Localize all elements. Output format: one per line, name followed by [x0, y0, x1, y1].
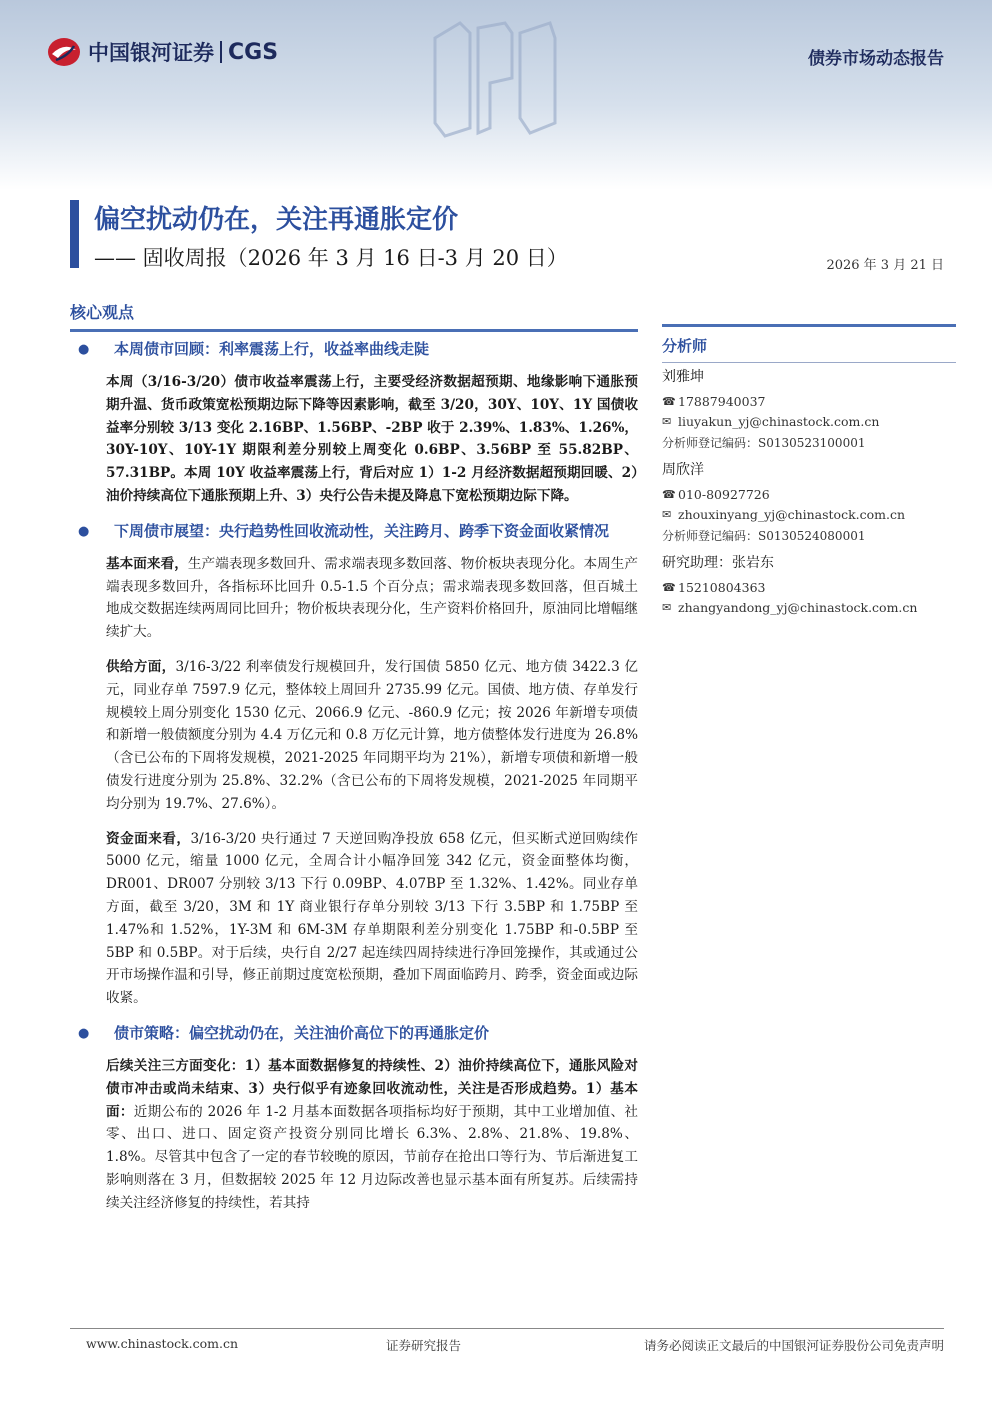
paragraph-lead: 供给方面，	[106, 658, 176, 675]
paragraph-text: 生产端表现多数回升、需求端表现多数回落、物价板块表现分化。本周生产端表现多数回升，各指标环比回升 0.5-1.5 个百分点；需求端表现多数回落，但百城土地成交数据连续两周同比回升；物价板块表现分化，生产资料价格回升，原油同比增幅继续扩大。	[106, 555, 639, 641]
bullet-title: 债市策略：偏空扰动仍在，关注油价高位下的再通胀定价	[114, 1023, 490, 1042]
footer-disclaimer: 请务必阅读正文最后的中国银河证券股份公司免责声明	[643, 1338, 944, 1353]
email-icon: ✉	[662, 508, 672, 521]
bullet-dot-icon: ●	[78, 1025, 90, 1041]
paragraph	[106, 828, 638, 1010]
report-date: 2026 年 3 月 21 日	[826, 258, 944, 273]
core-views-content	[70, 338, 638, 1227]
analyst-phone: 17887940037	[678, 394, 766, 409]
analyst-email[interactable]: zhouxinyang_yj@chinastock.com.cn	[678, 507, 906, 522]
analyst-phone-row	[662, 394, 962, 409]
phone-icon: ☎	[662, 395, 676, 408]
paragraph	[106, 371, 638, 508]
brand-logo	[46, 36, 278, 68]
email-icon: ✉	[662, 601, 672, 614]
paragraph	[106, 553, 638, 644]
phone-icon: ☎	[662, 488, 676, 501]
footer-report-label: 证券研究报告	[386, 1338, 462, 1353]
paragraph-lead: 后续关注三方面变化：1）基本面数据修复的持续性、2）油价持续高位下，通胀风险对债市冲击或尚未结束、3）央行似乎有迹象回收流动性，关注是否形成趋势。1）基本面：	[106, 1057, 638, 1120]
bullet-dot-icon: ●	[78, 523, 90, 539]
analyst-phone-row	[662, 580, 962, 595]
analyst-email-row	[662, 507, 962, 522]
brand-divider	[220, 41, 222, 63]
bullet-title: 本周债市回顾：利率震荡上行，收益率曲线走陡	[114, 340, 430, 358]
section-bullet	[70, 520, 638, 543]
paragraph-lead: 基本面来看，	[106, 555, 188, 572]
core-views-heading: 核心观点	[70, 300, 638, 332]
analyst-card	[662, 366, 962, 451]
report-subtitle: —— 固收周报（2026 年 3 月 16 日-3 月 20 日）	[94, 246, 568, 270]
analyst-phone: 010-80927726	[678, 487, 770, 502]
email-icon: ✉	[662, 415, 672, 428]
paragraph-text: 3/16-3/22 利率债发行规模回升，发行国债 5850 亿元、地方债 3422.3 亿元，同业存单 7597.9 亿元，整体较上周回升 2735.99 亿元。国债、地方债、存单发行规模较上周分别变化 1530 亿元、2066.9 亿元、-860.9 亿元；按 2026 年新增专项债和新增一般债额度分别为 4.4 万亿元和 0.8 万亿元计算，地方债整体发行进度为 26.8%（含已公布的下周将发规模，2021-2025 年同期平均为 21%），新增专项债和新增一般债发行进度分别为 25.8%、32.2%（含已公布的下周将发规模，2021-2025 年同期平均分别为 19.7%、27.6%）。	[106, 658, 638, 812]
analyst-name: 周欣洋	[662, 462, 704, 478]
analyst-card	[662, 459, 962, 544]
analyst-reg-code: 分析师登记编码：S0130523100001	[662, 436, 866, 450]
paragraph	[106, 656, 638, 816]
cgs-watermark-graphic	[430, 18, 560, 138]
bullet-dot-icon: ●	[78, 342, 90, 357]
paragraph	[106, 1055, 638, 1215]
analyst-reg-code: 分析师登记编码：S0130524080001	[662, 529, 866, 543]
analyst-list	[662, 366, 962, 620]
brand-name-en: CGS	[228, 39, 279, 65]
brand-logo-icon	[46, 36, 82, 68]
section-bullet	[70, 338, 638, 361]
analyst-phone-row	[662, 487, 962, 502]
paragraph-text: 本周（3/16-3/20）债市收益率震荡上行，主要受经济数据超预期、地缘影响下通胀预期升温、货币政策宽松预期边际下降等因素影响，截至 3/20，30Y、10Y、1Y 国债收益率分别较 3/13 变化 2.16BP、1.56BP、-2BP 收于 2.39%、1.83%、1.26%，30Y-10Y、10Y-1Y 期限利差分别较上周变化 0.6BP、3.56BP 至 55.82BP、57.31BP。本周 10Y 收益率震荡上行，背后对应 1）1-2 月经济数据超预期回暖、2）油价持续高位下通胀预期上升、3）央行公告未提及降息下宽松预期边际下降。	[106, 374, 638, 504]
analyst-email-row	[662, 414, 962, 429]
analyst-email-row	[662, 600, 962, 615]
analyst-email[interactable]: zhangyandong_yj@chinastock.com.cn	[678, 600, 918, 615]
analyst-card	[662, 552, 962, 615]
bullet-title: 下周债市展望：央行趋势性回收流动性，关注跨月、跨季下资金面收紧情况	[114, 521, 610, 540]
analyst-heading: 分析师	[662, 324, 956, 363]
analyst-phone: 15210804363	[678, 580, 766, 595]
brand-name: 中国银河证券	[88, 41, 214, 65]
report-type: 债券市场动态报告	[808, 49, 944, 69]
paragraph-lead: 资金面来看，	[106, 830, 191, 847]
footer-divider	[70, 1328, 944, 1329]
report-title: 偏空扰动仍在，关注再通胀定价	[94, 205, 459, 235]
paragraph-text: 近期公布的 2026 年 1-2 月基本面数据各项指标均好于预期，其中工业增加值、社零、出口、进口、固定资产投资分别同比增长 6.3%、2.8%、21.8%、19.8%、1.8%。尽管其中包含了一定的春节较晚的原因，节前存在抢出口等行为、节后渐进复工影响则落在 3 月，但数据较 2025 年 12 月边际改善也显示基本面有所复苏。后续需持续关注经济修复的持续性，若其持	[106, 1103, 638, 1211]
footer-website[interactable]: www.chinastock.com.cn	[86, 1336, 239, 1351]
paragraph-text: 3/16-3/20 央行通过 7 天逆回购净投放 658 亿元，但买断式逆回购续作 5000 亿元，缩量 1000 亿元，全周合计小幅净回笼 342 亿元，资金面整体均衡，DR001、DR007 分别较 3/13 下行 0.09BP、4.07BP 至 1.32%、1.42%。同业存单方面，截至 3/20，3M 和 1Y 商业银行存单分别较 3/13 下行 3.5BP 和 1.75BP 至 1.47%和 1.52%，1Y-3M 和 6M-3M 存单期限利差分别变化 1.75BP 和-0.5BP 至 5BP 和 0.5BP。对于后续，央行自 2/27 起连续四周持续进行净回笼操作，其或通过公开市场操作温和引导，修正前期过度宽松预期，叠加下周面临跨月、跨季，资金面或边际收紧。	[106, 830, 638, 1007]
phone-icon: ☎	[662, 581, 676, 594]
analyst-name: 刘雅坤	[662, 369, 704, 385]
title-accent-bar	[70, 200, 79, 268]
analyst-name: 研究助理：张岩东	[662, 555, 774, 571]
analyst-email[interactable]: liuyakun_yj@chinastock.com.cn	[678, 414, 880, 429]
section-bullet	[70, 1022, 638, 1045]
